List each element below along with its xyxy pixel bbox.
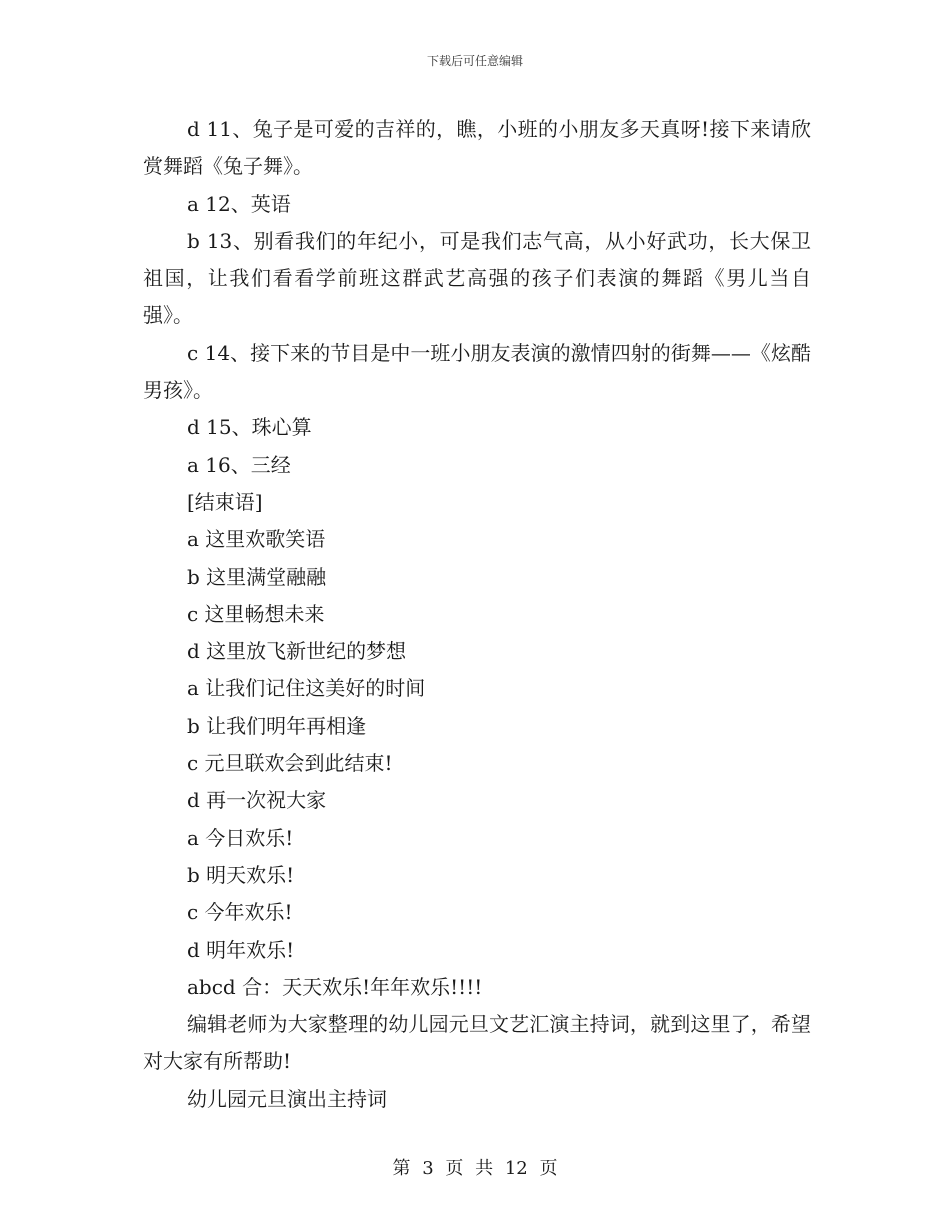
paragraph-12: a 让我们记住这美好的时间 bbox=[187, 676, 426, 701]
paragraph-9: b 这里满堂融融 bbox=[187, 564, 327, 589]
paragraph-21: 编辑老师为大家整理的幼儿园元旦文艺汇演主持词，就到这里了，希望对大家有所帮助! bbox=[143, 1012, 811, 1074]
paragraph-22: 幼儿园元旦演出主持词 bbox=[187, 1086, 387, 1111]
page-header: 下载后可任意编辑 bbox=[426, 54, 523, 68]
paragraph-18: c 今年欢乐! bbox=[187, 900, 293, 925]
paragraph-10: c 这里畅想未来 bbox=[187, 601, 325, 626]
paragraph-19: d 明年欢乐! bbox=[187, 937, 295, 962]
paragraph-1: d 11、兔子是可爱的吉祥的，瞧，小班的小朋友多天真呀!接下来请欣赏舞蹈《兔子舞》。 bbox=[143, 117, 811, 179]
paragraph-17: b 明天欢乐! bbox=[187, 862, 295, 887]
paragraph-13: b 让我们明年再相逢 bbox=[187, 713, 367, 738]
paragraph-16: a 今日欢乐! bbox=[187, 825, 294, 850]
paragraph-3: b 13、别看我们的年纪小，可是我们志气高，从小好武功，长大保卫祖国，让我们看看学前班这群武艺高强的孩子们表演的舞蹈《男儿当自强》。 bbox=[143, 228, 811, 328]
paragraph-8: a 这里欢歌笑语 bbox=[187, 527, 326, 552]
document-body bbox=[143, 111, 811, 1118]
paragraph-2: a 12、英语 bbox=[187, 191, 291, 216]
paragraph-5: d 15、珠心算 bbox=[187, 415, 312, 440]
paragraph-4: c 14、接下来的节目是中一班小朋友表演的激情四射的街舞——《炫酷男孩》。 bbox=[143, 340, 811, 403]
paragraph-14: c 元旦联欢会到此结束! bbox=[187, 751, 393, 776]
page-footer: 第 3 页 共 12 页 bbox=[392, 1158, 558, 1179]
paragraph-6: a 16、三经 bbox=[187, 452, 291, 477]
paragraph-11: d 这里放飞新世纪的梦想 bbox=[187, 639, 407, 664]
section-heading-closing: [结束语] bbox=[187, 489, 263, 514]
paragraph-15: d 再一次祝大家 bbox=[187, 788, 327, 813]
paragraph-20: abcd 合：天天欢乐!年年欢乐!!!! bbox=[187, 974, 483, 999]
